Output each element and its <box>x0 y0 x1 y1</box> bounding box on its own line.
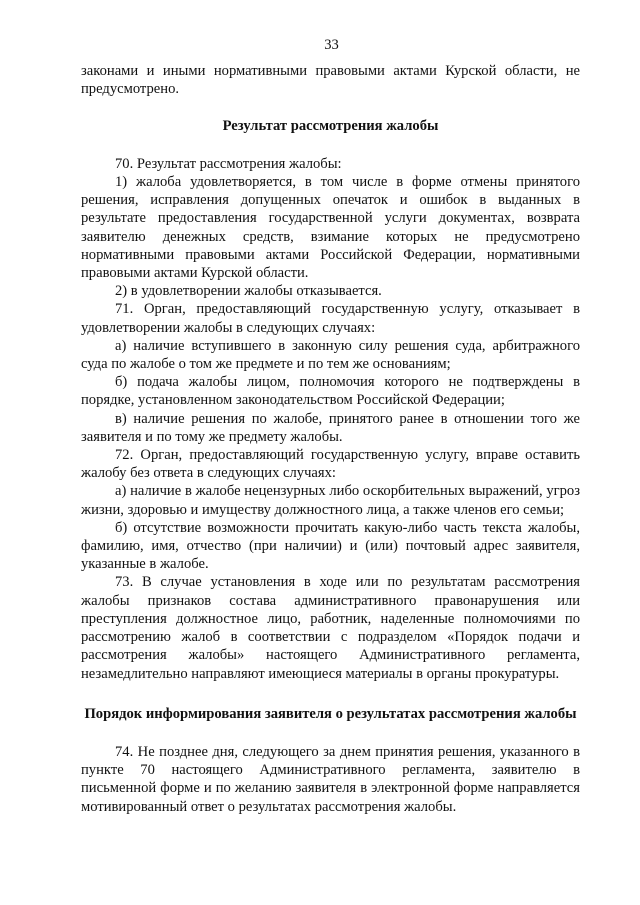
paragraph-72-item-b: б) отсутствие возможности прочитать какую-либо часть текста жалобы, фамилию, имя, отчество (при наличии) и (или) почтовый адрес заявителя, указанные в жалобе. <box>81 519 580 573</box>
paragraph-71-item-v: в) наличие решения по жалобе, принятого ранее в отношении того же заявителя и по тому же предмету жалобы. <box>81 410 580 445</box>
intro-continuation: законами и иными нормативными правовыми актами Курской области, не предусмотрено. <box>81 63 580 98</box>
section-heading-informing-applicant: Порядок информирования заявителя о результатах рассмотрения жалобы <box>84 705 577 722</box>
paragraph-72-item-a: а) наличие в жалобе нецензурных либо оскорбительных выражений, угроз жизни, здоровью и имуществу должностного лица, а также членов его семьи; <box>81 483 580 518</box>
paragraph-70-item-2: 2) в удовлетворении жалобы отказывается. <box>115 283 382 300</box>
paragraph-70-title: 70. Результат рассмотрения жалобы: <box>115 155 342 172</box>
paragraph-73: 73. В случае установления в ходе или по результатам рассмотрения жалобы признаков состава административного правонарушения или преступления должностное лицо, работник, наделенные полномочиями по рассмотрению жалоб в соответствии с подразделом «Порядок подачи и рассмотрения жалобы» настоящего Административного регламента, незамедлительно направляют имеющиеся материалы в органы прокуратуры. <box>81 574 580 682</box>
paragraph-71-item-a: а) наличие вступившего в законную силу решения суда, арбитражного суда по жалобе о том же предмете и по тем же основаниям; <box>81 337 580 373</box>
paragraph-71-item-b: б) подача жалобы лицом, полномочия которого не подтверждены в порядке, установленном законодательством Российской Федерации; <box>81 374 580 409</box>
paragraph-71: 71. Орган, предоставляющий государственную услугу, отказывает в удовлетворении жалобы в следующих случаях: <box>81 301 580 336</box>
page-number: 33 <box>324 37 339 53</box>
paragraph-70-item-1: 1) жалоба удовлетворяется, в том числе в форме отмены принятого решения, исправления допущенных опечаток и ошибок в выданных в результате предоставления государственной услуги документах, возврата заявителю денежных средств, взимание которых не предусмотрено нормативными правовыми актами Российской Федерации, нормативными правовыми актами Курской области. <box>81 174 580 282</box>
paragraph-72: 72. Орган, предоставляющий государственную услугу, вправе оставить жалобу без ответа в следующих случаях: <box>81 447 580 482</box>
paragraph-74: 74. Не позднее дня, следующего за днем принятия решения, указанного в пункте 70 настоящего Административного регламента, заявителю в письменной форме и по желанию заявителя в электронной форме направляется мотивированный ответ о результатах рассмотрения жалобы. <box>81 743 580 815</box>
section-heading-complaint-result: Результат рассмотрения жалобы <box>222 117 439 134</box>
